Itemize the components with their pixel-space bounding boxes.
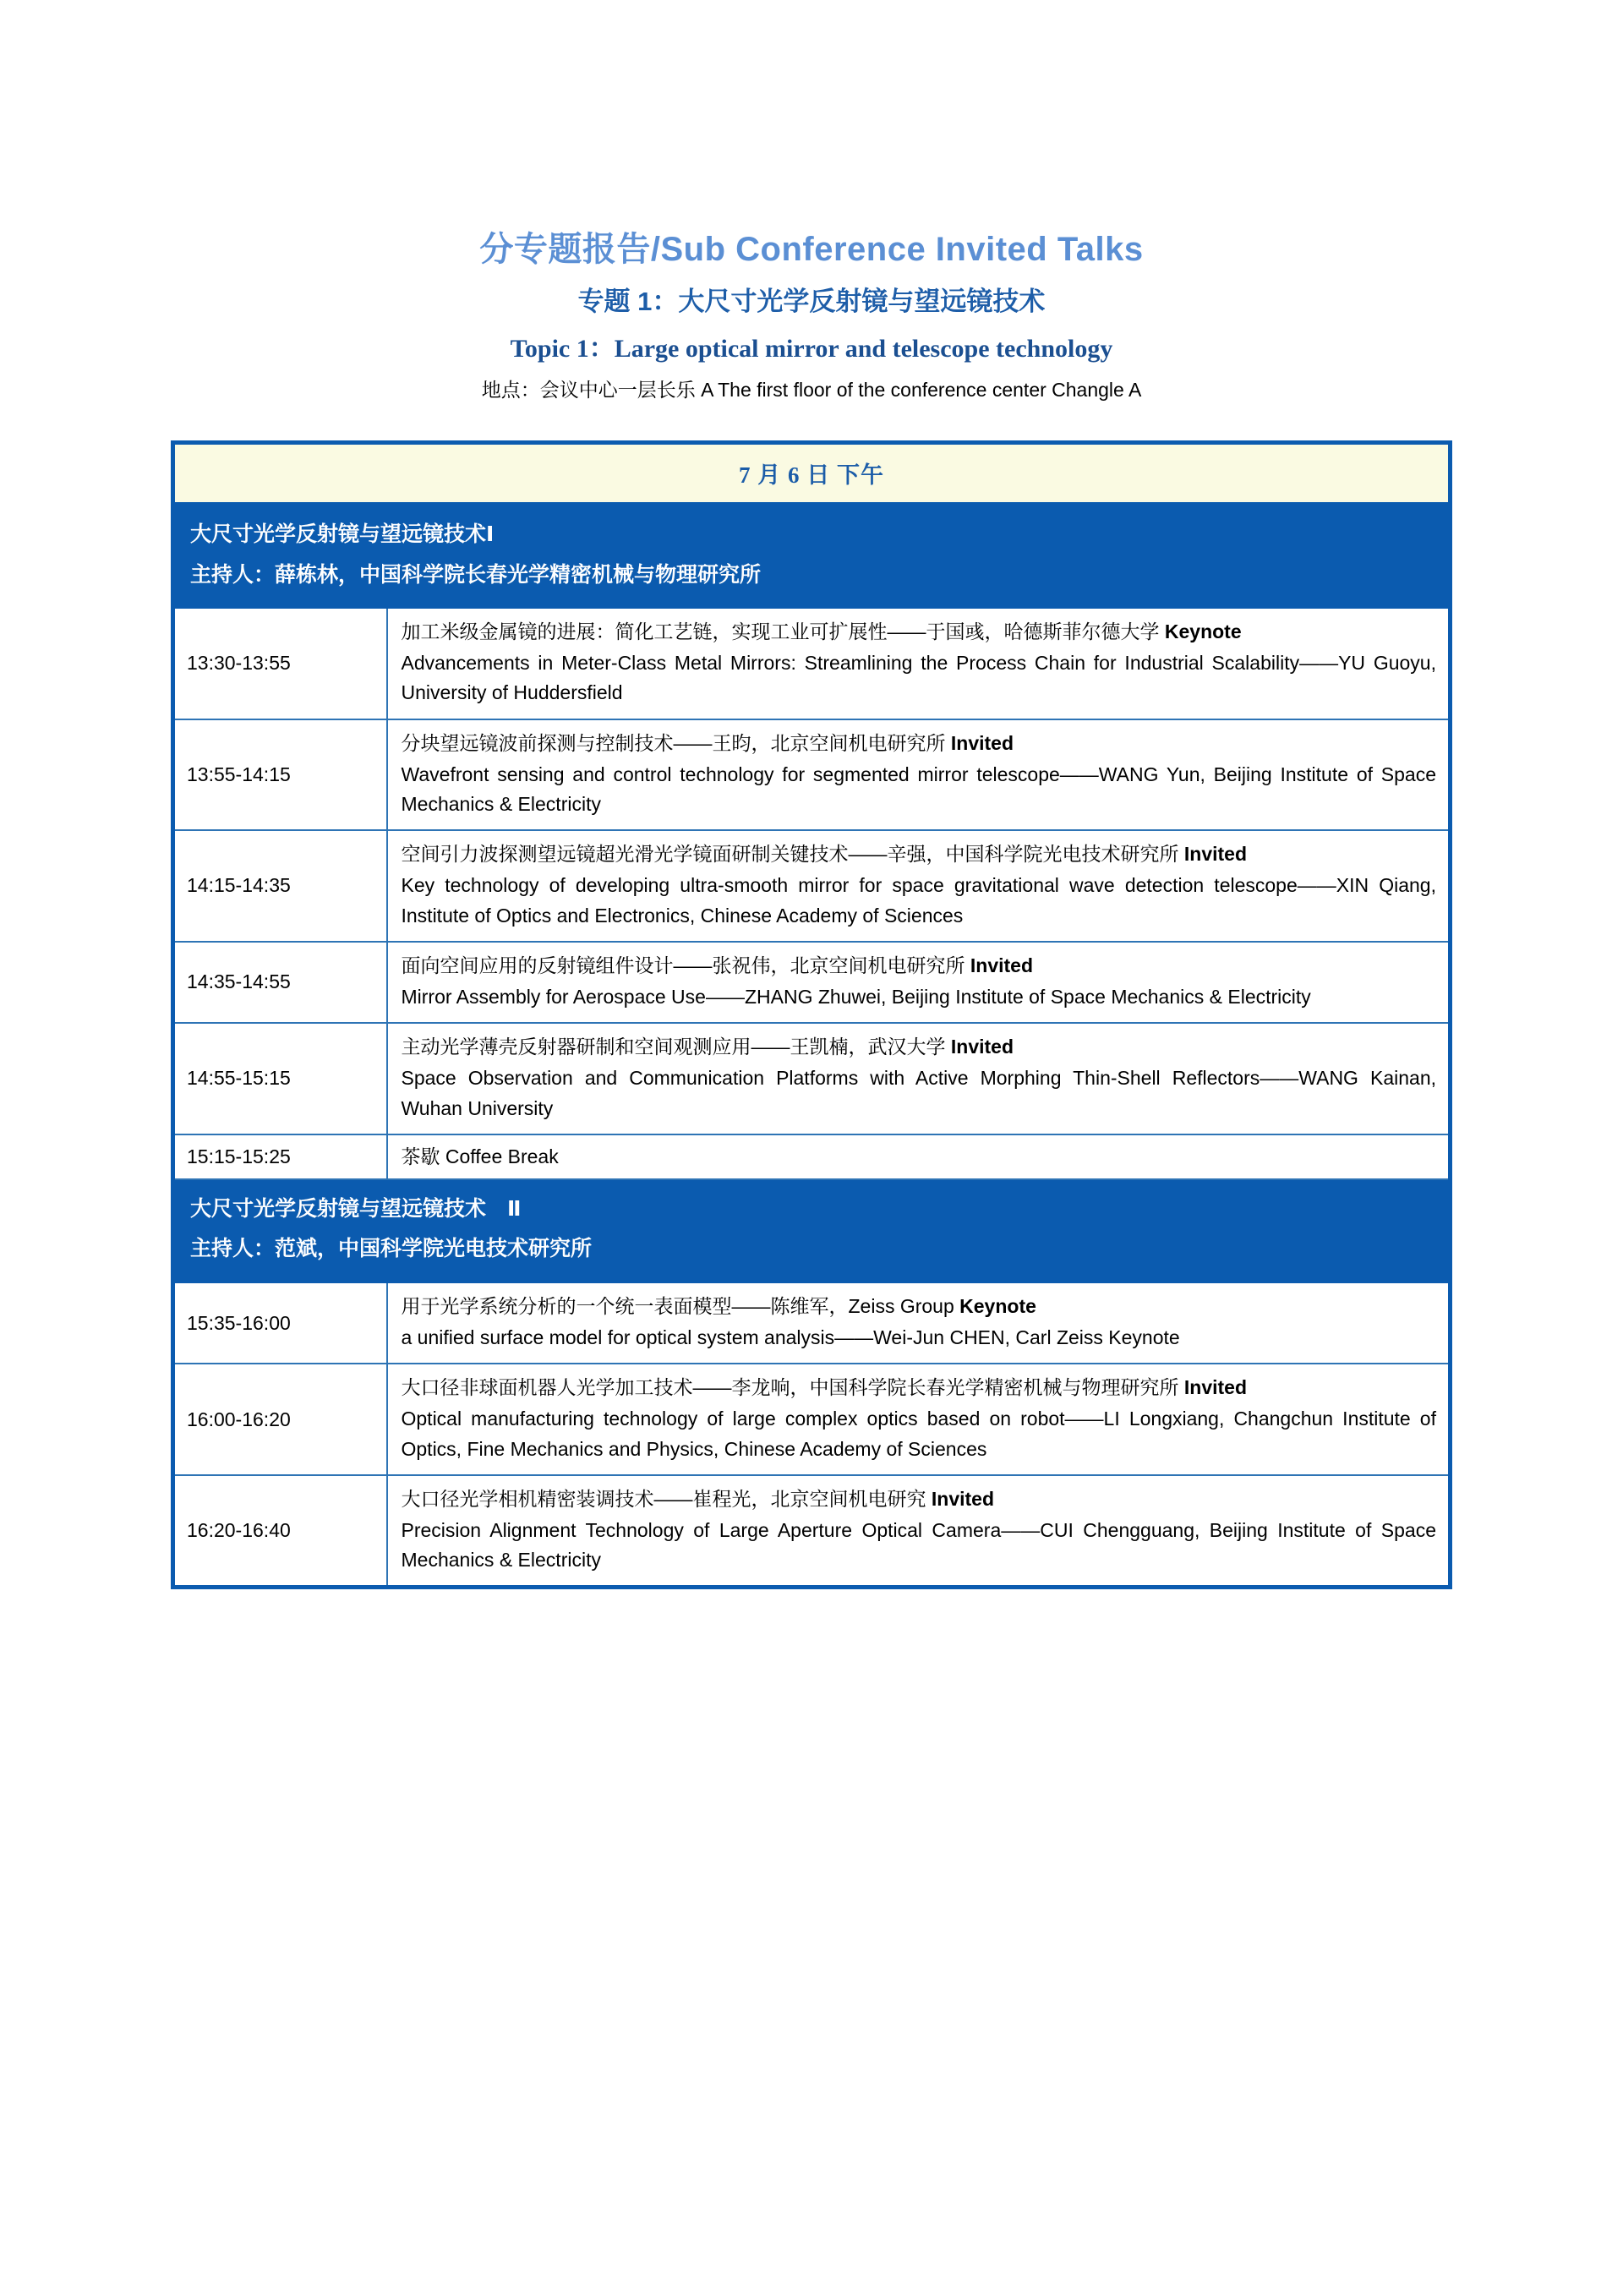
talk-body bbox=[387, 1364, 1451, 1475]
session-header-row bbox=[173, 1179, 1451, 1282]
talk-tag-badge: Keynote bbox=[1164, 620, 1242, 643]
talk-title-en-text: Key technology of developing ultra-smooth mirror for space gravitational wave detection telescope——XIN Qiang, Institute of Optics and Electronics, Chinese Academy of Sciences bbox=[401, 874, 1436, 927]
talk-body bbox=[387, 608, 1451, 719]
session-header-cell bbox=[173, 504, 1451, 608]
talk-title-en bbox=[402, 1404, 1437, 1463]
talk-time: 15:35-16:00 bbox=[173, 1282, 387, 1364]
table-row bbox=[173, 608, 1451, 719]
talk-title-cn bbox=[402, 1373, 1437, 1402]
session-header-cell bbox=[173, 1179, 1451, 1282]
talk-title-en-text: Wavefront sensing and control technology for segmented mirror telescope——WANG Yun, Beijing Institute of Space Mechanics & Electricity bbox=[401, 763, 1436, 816]
talk-title-cn bbox=[402, 1142, 1437, 1172]
talk-time: 16:20-16:40 bbox=[173, 1475, 387, 1588]
session-title: 大尺寸光学反射镜与望远镜技术 Ⅱ bbox=[190, 1196, 522, 1221]
talk-title-en-text: Precision Alignment Technology of Large Aperture Optical Camera——CUI Chengguang, Beijing Institute of Space Mechanics & Electricity bbox=[401, 1519, 1436, 1572]
talk-title-cn-text: 大口径光学相机精密装调技术——崔程光，北京空间机电研究 bbox=[401, 1487, 932, 1510]
talk-title-cn bbox=[402, 1484, 1437, 1514]
talk-time: 13:55-14:15 bbox=[173, 719, 387, 831]
topic-english: Topic 1：Large optical mirror and telescope technology bbox=[510, 335, 1113, 364]
talk-title-en-text: Mirror Assembly for Aerospace Use——ZHANG Zhuwei, Beijing Institute of Space Mechanics & Electricity bbox=[401, 985, 1311, 1008]
table-row bbox=[173, 830, 1451, 942]
talk-time: 14:55-15:15 bbox=[173, 1023, 387, 1134]
talk-title-cn bbox=[402, 951, 1437, 981]
talk-body bbox=[387, 1023, 1451, 1134]
venue-line: 地点：会议中心一层长乐 A The first floor of the conference center Changle A bbox=[481, 379, 1142, 402]
schedule-table-wrapper bbox=[171, 440, 1452, 1589]
table-row bbox=[173, 1475, 1451, 1588]
talk-title-cn-text: 分块望远镜波前探测与控制技术——王昀，北京空间机电研究所 bbox=[401, 731, 951, 754]
talk-time: 14:15-14:35 bbox=[173, 830, 387, 942]
talk-title-cn-text: 空间引力波探测望远镜超光滑光学镜面研制关键技术——辛强，中国科学院光电技术研究所 bbox=[401, 843, 1184, 866]
subtitle-chinese: 专题 1：大尺寸光学反射镜与望远镜技术 bbox=[577, 287, 1046, 316]
talk-title-cn bbox=[402, 617, 1437, 647]
session-chair: 主持人：薛栋林，中国科学院长春光学精密机械与物理研究所 bbox=[190, 562, 762, 587]
talk-title-cn bbox=[402, 729, 1437, 758]
talk-title-cn bbox=[402, 839, 1437, 869]
talk-tag-badge: Invited bbox=[1183, 843, 1248, 866]
session-header-row bbox=[173, 504, 1451, 608]
talk-title-cn bbox=[402, 1292, 1437, 1321]
schedule-table bbox=[171, 440, 1452, 1589]
talk-time: 16:00-16:20 bbox=[173, 1364, 387, 1475]
heading-block bbox=[0, 0, 1623, 403]
talk-body bbox=[387, 1282, 1451, 1364]
talk-title-cn-text: 面向空间应用的反射镜组件设计——张祝伟，北京空间机电研究所 bbox=[401, 954, 970, 976]
talk-title-en bbox=[402, 1063, 1437, 1123]
talk-body bbox=[387, 719, 1451, 831]
day-header-row bbox=[173, 443, 1451, 505]
talk-title-en bbox=[402, 982, 1437, 1012]
talk-title-en-text: Space Observation and Communication Platforms with Active Morphing Thin-Shell Reflectors——WANG Kainan, Wuhan University bbox=[401, 1067, 1436, 1119]
talk-time: 14:35-14:55 bbox=[173, 942, 387, 1023]
table-row bbox=[173, 942, 1451, 1023]
talk-body bbox=[387, 1134, 1451, 1179]
session-title: 大尺寸光学反射镜与望远镜技术Ⅰ bbox=[190, 522, 495, 547]
talk-time: 15:15-15:25 bbox=[173, 1134, 387, 1179]
talk-title-en bbox=[402, 760, 1437, 819]
page-title: 分专题报告/Sub Conference Invited Talks bbox=[479, 231, 1144, 268]
table-row bbox=[173, 1134, 1451, 1179]
table-row bbox=[173, 1364, 1451, 1475]
table-row bbox=[173, 719, 1451, 831]
talk-title-en bbox=[402, 1323, 1437, 1353]
table-row bbox=[173, 1282, 1451, 1364]
table-row bbox=[173, 1023, 1451, 1134]
talk-tag-badge: Invited bbox=[1183, 1376, 1248, 1399]
talk-title-en-text: Advancements in Meter-Class Metal Mirrors: Streamlining the Process Chain for Industrial Scalability——YU Guoyu, University of Huddersfield bbox=[401, 652, 1436, 704]
talk-title-en-text: Optical manufacturing technology of large complex optics based on robot——LI Longxiang, Changchun Institute of Optics, Fine Mechanics and Physics, Chinese Academy of Sciences bbox=[401, 1408, 1436, 1460]
talk-title-cn-text: 茶歇 Coffee Break bbox=[401, 1145, 559, 1167]
talk-tag-badge: Invited bbox=[931, 1487, 995, 1510]
session-chair: 主持人：范斌，中国科学院光电技术研究所 bbox=[190, 1237, 593, 1261]
talk-title-en-text: a unified surface model for optical system analysis——Wei-Jun CHEN, Carl Zeiss Keynote bbox=[401, 1326, 1180, 1349]
talk-title-en bbox=[402, 871, 1437, 930]
talk-title-en bbox=[402, 648, 1437, 708]
talk-tag-badge: Invited bbox=[970, 954, 1034, 976]
talk-title-en bbox=[402, 1516, 1437, 1575]
talk-time: 13:30-13:55 bbox=[173, 608, 387, 719]
talk-title-cn-text: 用于光学系统分析的一个统一表面模型——陈维军，Zeiss Group bbox=[401, 1294, 960, 1317]
talk-tag-badge: Keynote bbox=[959, 1294, 1036, 1317]
day-header-label: 7 月 6 日 下午 bbox=[173, 443, 1451, 505]
talk-body bbox=[387, 830, 1451, 942]
talk-tag-badge: Invited bbox=[950, 731, 1014, 754]
talk-title-cn bbox=[402, 1032, 1437, 1062]
talk-body bbox=[387, 1475, 1451, 1588]
talk-title-cn-text: 加工米级金属镜的进展：简化工艺链，实现工业可扩展性——于国彧，哈德斯菲尔德大学 bbox=[401, 620, 1165, 643]
talk-title-cn-text: 大口径非球面机器人光学加工技术——李龙响，中国科学院长春光学精密机械与物理研究所 bbox=[401, 1376, 1184, 1399]
talk-title-cn-text: 主动光学薄壳反射器研制和空间观测应用——王凯楠，武汉大学 bbox=[401, 1036, 951, 1058]
talk-tag-badge: Invited bbox=[950, 1036, 1014, 1058]
talk-body bbox=[387, 942, 1451, 1023]
